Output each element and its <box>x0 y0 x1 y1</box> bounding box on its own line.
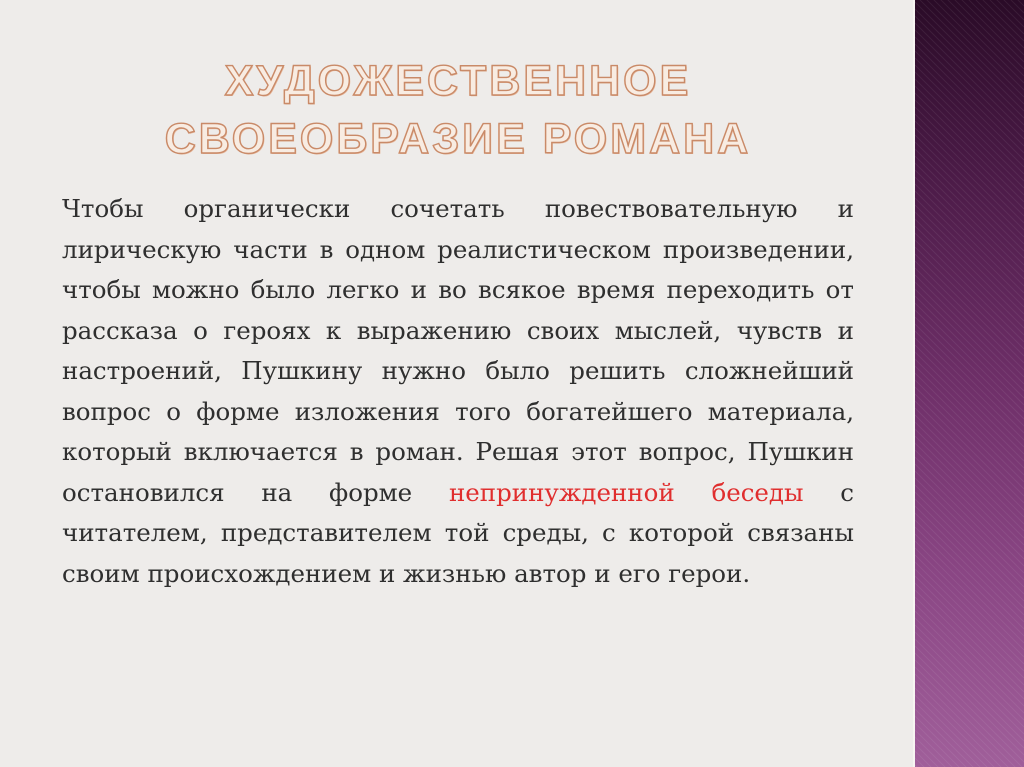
decorative-side-panel <box>915 0 1024 767</box>
slide-title: ХУДОЖЕСТВЕННОЕ СВОЕОБРАЗИЕ РОМАНА <box>164 57 752 163</box>
highlighted-phrase: непринужденной беседы <box>448 477 804 507</box>
diagonal-stripes-pattern <box>915 0 1024 767</box>
body-paragraph <box>62 189 854 594</box>
body-text-segment-1: Чтобы органически сочетать повествовательную и лирическую части в одном реалистическом произведении, чтобы можно было легко и во всякое время переходить от рассказа о героях к выражению своих мыслей, чувств и настроений, Пушкину нужно было решить сложнейший вопрос о форме изложения того богатейшего материала, который включается в роман. Решая этот вопрос, Пушкин остановился на форме <box>62 194 854 507</box>
body-text-segment-2: с читателем, представителем той среды, с которой связаны своим происхождением и жизнью автор и его герои. <box>62 477 855 588</box>
